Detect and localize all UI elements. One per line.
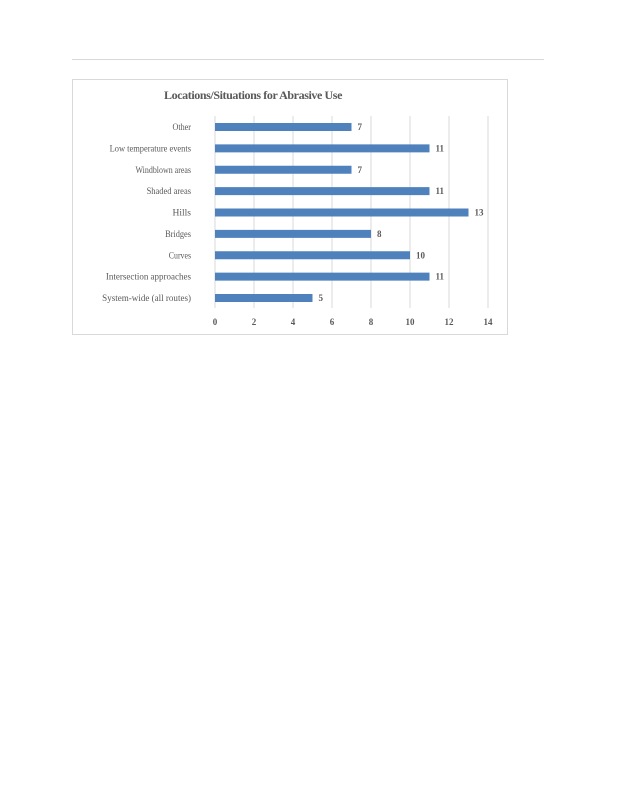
bar <box>215 209 469 217</box>
data-label: 11 <box>435 143 445 154</box>
data-label: 13 <box>474 207 484 218</box>
category-label: Low temperature events <box>109 143 192 154</box>
bar <box>215 273 430 281</box>
x-tick-label: 2 <box>251 317 257 327</box>
category-label: Shaded areas <box>146 186 192 197</box>
data-label: 11 <box>435 186 445 197</box>
bar <box>215 251 410 259</box>
x-tick-label: 4 <box>290 317 296 327</box>
x-tick-label: 6 <box>329 317 335 327</box>
category-label: System-wide (all routes) <box>102 293 191 303</box>
x-tick-label: 0 <box>212 317 218 327</box>
category-label: Hills <box>172 207 192 218</box>
data-label: 7 <box>357 122 362 132</box>
category-label: Windblown areas <box>135 164 192 175</box>
x-tick-label: 14 <box>483 317 493 327</box>
chart-container <box>72 79 508 335</box>
data-label: 8 <box>377 228 382 239</box>
category-label: Intersection approaches <box>105 271 192 282</box>
bar-chart <box>73 80 507 334</box>
page-divider <box>72 59 544 60</box>
x-tick-label: 12 <box>444 317 454 327</box>
category-label: Bridges <box>165 228 192 239</box>
category-label: Curves <box>168 250 192 261</box>
bar <box>215 294 313 302</box>
data-label: 7 <box>357 164 362 175</box>
bar <box>215 230 371 238</box>
data-label: 11 <box>435 271 445 282</box>
bar <box>215 166 352 174</box>
bar <box>215 123 352 131</box>
x-tick-label: 8 <box>368 317 374 327</box>
category-label: Other <box>172 122 191 132</box>
data-label: 5 <box>318 293 323 303</box>
bar <box>215 187 430 195</box>
chart-title: Locations/Situations for Abrasive Use <box>164 88 342 102</box>
bar <box>215 144 430 152</box>
x-tick-label: 10 <box>405 317 415 327</box>
data-label: 10 <box>416 250 425 261</box>
